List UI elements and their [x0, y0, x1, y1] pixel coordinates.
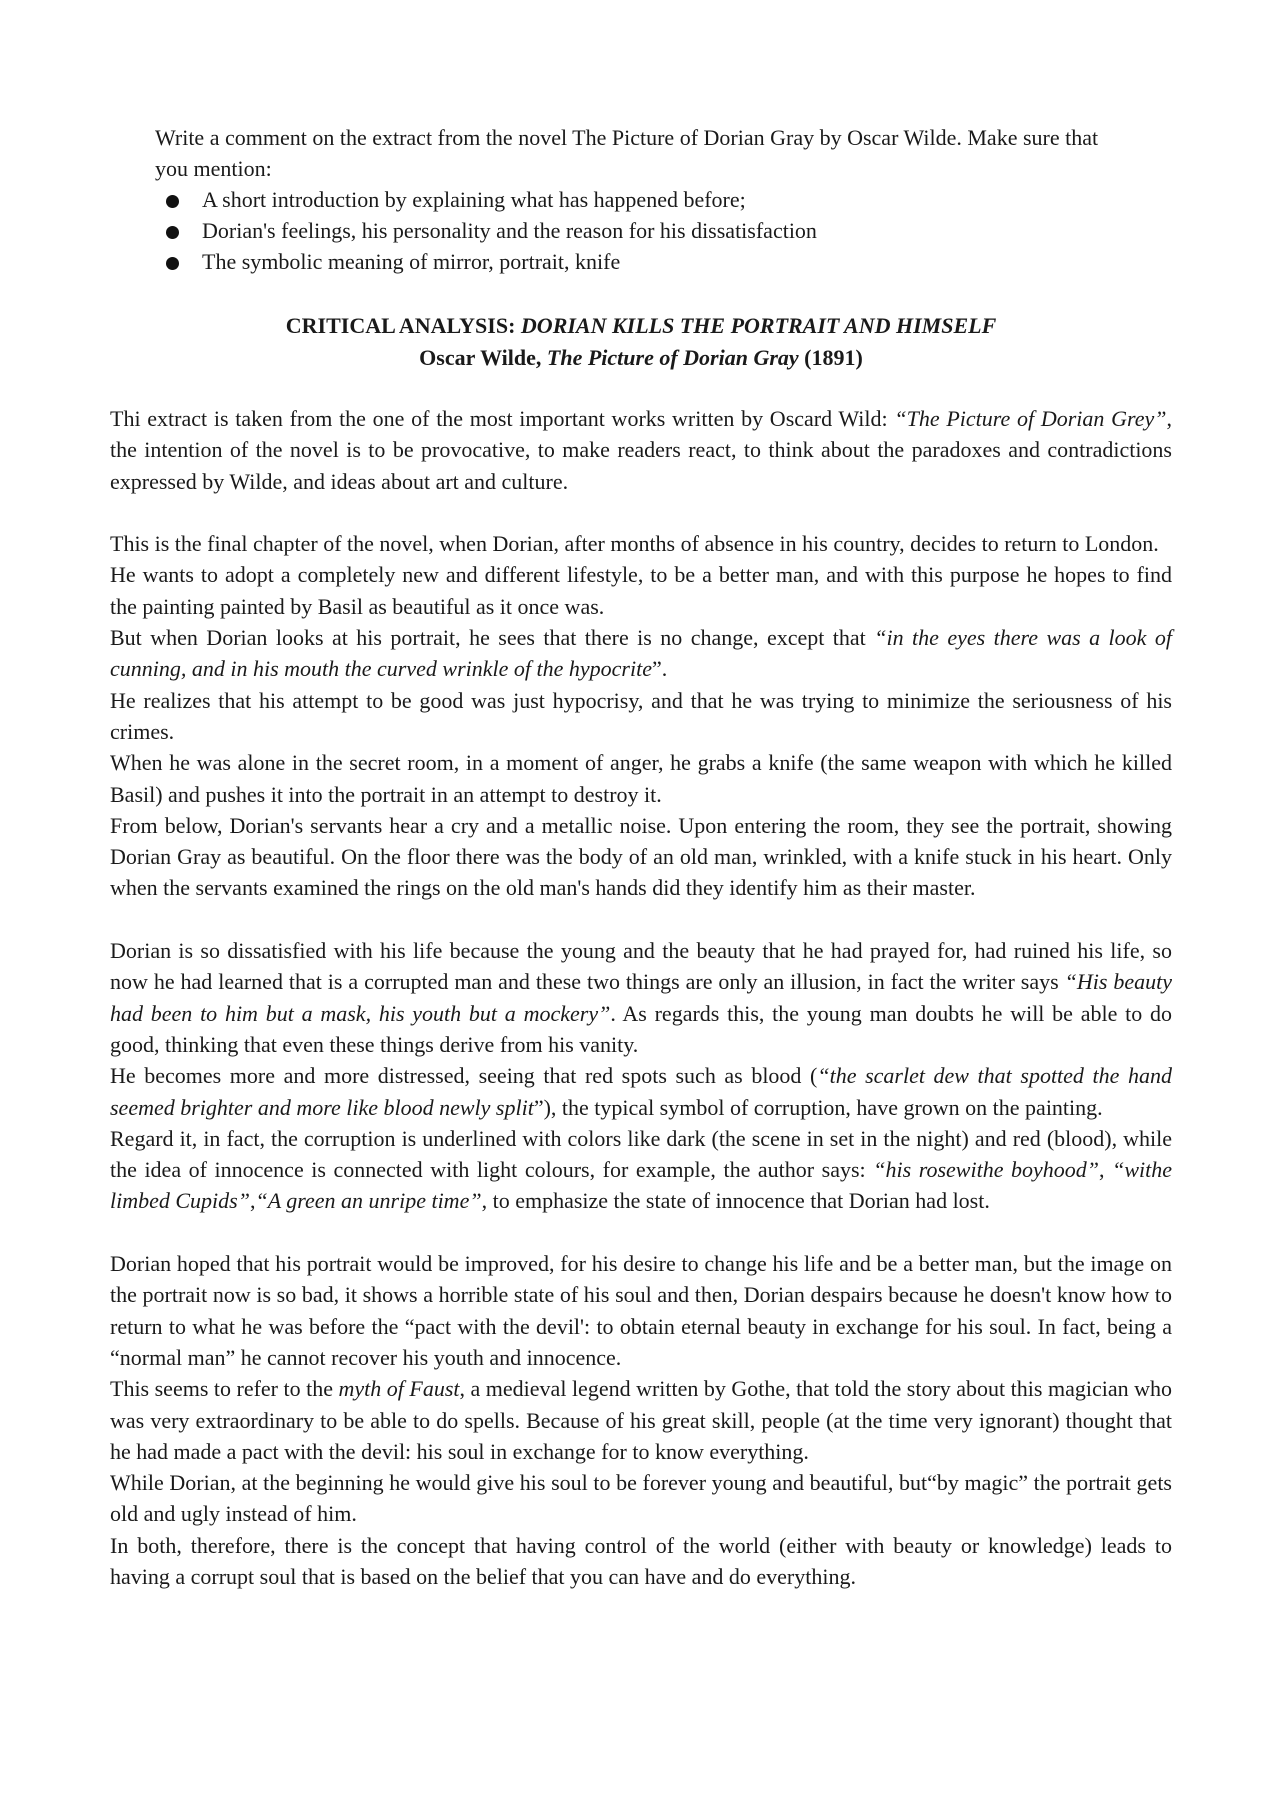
assignment-bullet-text: A short introduction by explaining what has happened before; [202, 187, 746, 212]
body-paragraph: This is the final chapter of the novel, when Dorian, after months of absence in his country, decides to return to London. [110, 531, 1159, 557]
body-paragraph: He wants to adopt a completely new and different lifestyle, to be a better man, and with this purpose he hopes to find the painting painted by Basil as beautiful as it once was. [110, 562, 1172, 619]
assignment-bullet-item [155, 246, 1115, 277]
analysis-subtitle [110, 342, 1172, 374]
body-paragraph: While Dorian, at the beginning he would give his soul to be forever young and beautiful, but“by magic” the portrait gets old and ugly instead of him. [110, 1470, 1172, 1527]
assignment-bullet-list [155, 184, 1115, 277]
bullet-dot-icon [166, 226, 179, 239]
body-quote: “A green an unripe time” [255, 1188, 482, 1214]
analysis-year: (1891) [798, 345, 863, 370]
body-text-run: Thi extract is taken from the one of the most important works written by Oscard Wild: [110, 406, 895, 431]
body-paragraph: Dorian hoped that his portrait would be improved, for his desire to change his life and be a better man, but the image on the portrait now is so bad, it shows a horrible state of his soul and then, Dorian despairs because he doesn't know how to return to what he was before the “pact with the devil': to obtain eternal beauty in exchange for his soul. In fact, being a “normal man” he cannot recover his youth and innocence. [110, 1251, 1172, 1370]
body-paragraph: When he was alone in the secret room, in a moment of anger, he grabs a knife (the same weapon with which he killed Basil) and pushes it into the portrait in an attempt to destroy it. [110, 750, 1172, 807]
analysis-body [110, 403, 1172, 1592]
body-paragraph: In both, therefore, there is the concept that having control of the world (either with beauty or knowledge) leads to having a corrupt soul that is based on the belief that you can have and do everything. [110, 1532, 1172, 1589]
body-paragraph [110, 1060, 1172, 1123]
analysis-author: Oscar Wilde, [419, 345, 547, 370]
paragraph-spacer [110, 497, 1172, 528]
body-paragraph [110, 403, 1172, 497]
assignment-bullet-text: Dorian's feelings, his personality and the reason for his dissatisfaction [202, 218, 817, 243]
body-quote: “his rosewithe boyhood” [873, 1157, 1100, 1183]
body-quote: “His beauty had been to him but a mask, his youth but a mockery” [110, 969, 1172, 1026]
assignment-bullet-text: The symbolic meaning of mirror, portrait, knife [202, 249, 621, 274]
body-paragraph: He realizes that his attempt to be good was just hypocrisy, and that he was trying to minimize the seriousness of his crimes. [110, 687, 1172, 744]
body-quote: “The Picture of Dorian Grey” [894, 406, 1167, 431]
body-text-run: This seems to refer to the [110, 1376, 339, 1402]
body-text-run: , the intention of the novel is to be provocative, to make readers react, to think about the paradoxes and contradictions expressed by Wilde, and ideas about art and culture. [110, 406, 1172, 494]
body-paragraph [110, 622, 1172, 685]
body-italic-term: myth of Faust [338, 1376, 460, 1402]
body-text-run: , a medieval legend written by Gothe, that told the story about this magician who was very extraordinary to be able to do spells. Because of his great skill, people (at the time very ignorant) thought that he had made a pact with the devil: his soul in exchange for to know everything. [110, 1376, 1172, 1464]
body-paragraph [110, 1123, 1172, 1217]
body-text-run: . As regards this, the young man doubts he will be able to do good, thinking that even these things derive from his vanity. [110, 1000, 1173, 1057]
assignment-intro: Write a comment on the extract from the novel The Picture of Dorian Gray by Oscar Wilde. Make sure that you mention: [155, 125, 1099, 181]
body-quote: “in the eyes there was a look of cunning, and in his mouth the curved wrinkle of the hypocrite [110, 625, 1172, 682]
analysis-work-title: The Picture of Dorian Gray [546, 345, 799, 370]
assignment-instructions [155, 122, 1115, 277]
body-text-run: , [1099, 1157, 1113, 1183]
assignment-bullet-item [155, 215, 1115, 246]
paragraph-spacer [110, 904, 1172, 935]
body-text-run: , [249, 1188, 256, 1214]
body-text-run: Dorian is so dissatisfied with his life because the young and the beauty that he had prayed for, had ruined his life, so now he had learned that is a corrupted man and these two things are only an illusion, in fact the writer says [110, 938, 1172, 995]
analysis-title [110, 310, 1172, 342]
body-text-run: Regard it, in fact, the corruption is underlined with colors like dark (the scene in set in the night) and red (blood), while the idea of innocence is connected with light colours, for example, the author says: [110, 1125, 1172, 1183]
body-paragraph: From below, Dorian's servants hear a cry and a metallic noise. Upon entering the room, they see the portrait, showing Dorian Gray as beautiful. On the floor there was the body of an old man, wrinkled, with a knife stuck in his heart. Only when the servants examined the rings on the old man's hands did they identify him as their master. [110, 812, 1172, 901]
body-paragraph [110, 935, 1172, 1060]
body-paragraph [110, 1373, 1172, 1467]
analysis-heading [110, 310, 1172, 374]
body-quote: “the scarlet dew that spotted the hand seemed brighter and more like blood newly split [110, 1063, 1172, 1120]
body-text-run: , to emphasize the state of innocence that Dorian had lost. [481, 1188, 990, 1214]
body-text-run: ”), the typical symbol of corruption, have grown on the painting. [533, 1094, 1103, 1120]
analysis-title-prefix: CRITICAL ANALYSIS: [285, 313, 521, 338]
bullet-dot-icon [166, 257, 179, 270]
body-text-run: But when Dorian looks at his portrait, he sees that there is no change, except that [110, 625, 875, 651]
assignment-bullet-item [155, 184, 1115, 215]
bullet-dot-icon [166, 195, 179, 208]
body-text-run: ”. [651, 656, 668, 682]
paragraph-spacer [110, 1217, 1172, 1248]
analysis-title-italic: DORIAN KILLS THE PORTRAIT AND HIMSELF [520, 313, 997, 338]
body-text-run: He becomes more and more distressed, seeing that red spots such as blood ( [110, 1063, 818, 1089]
body-quote: “withe limbed Cupids” [110, 1157, 1173, 1214]
